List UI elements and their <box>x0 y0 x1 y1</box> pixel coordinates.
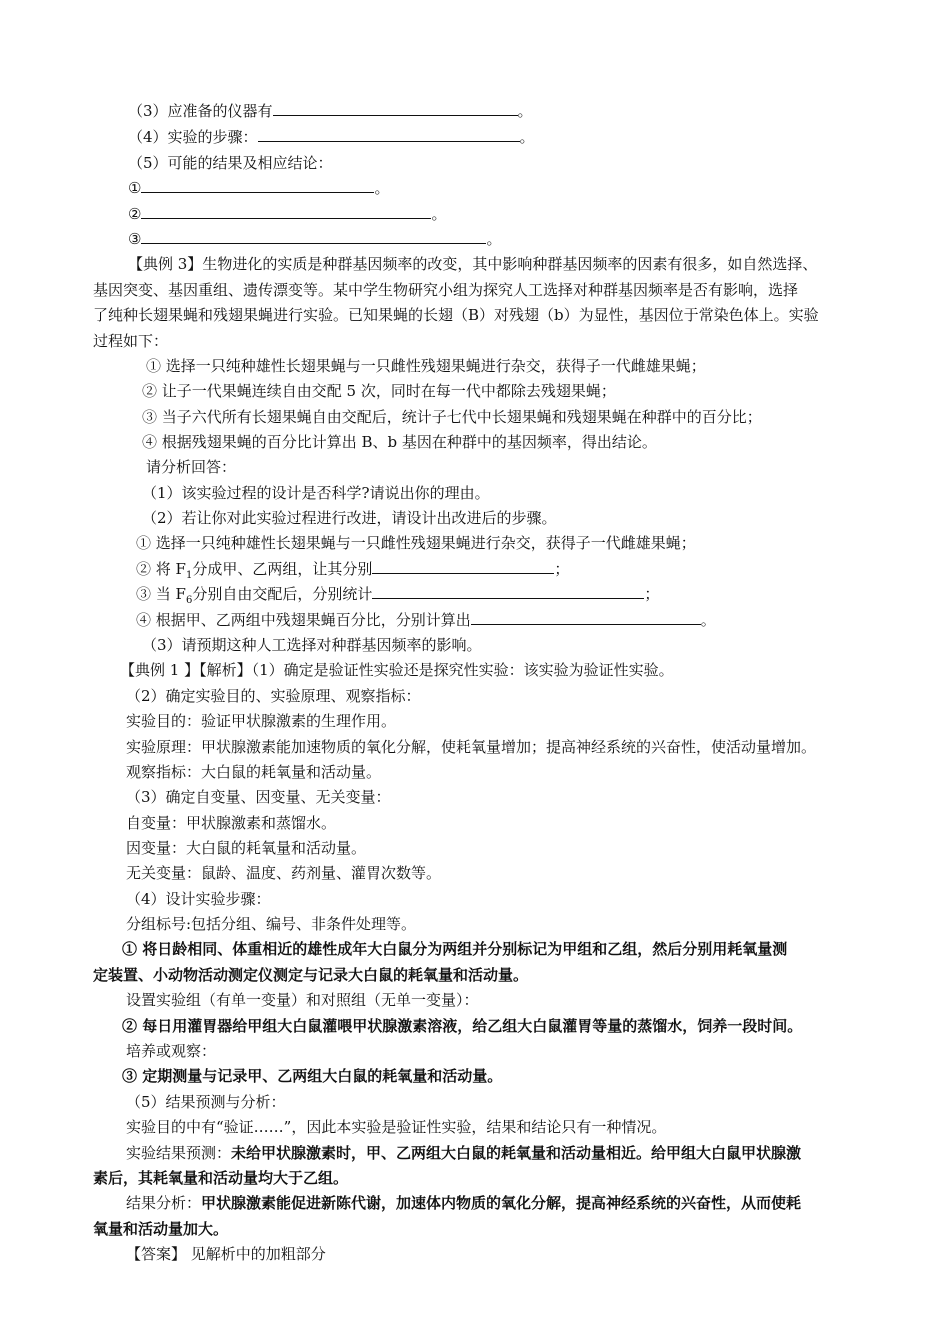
answer-blank <box>258 126 520 142</box>
result-analysis-cont: 氧量和活动量加大。 <box>93 1220 229 1238</box>
improved-step-3: ③ 当 $F_6$分别自由交配后，分别统计 ； <box>136 585 660 606</box>
answer-blank <box>471 609 701 625</box>
bold-step-1-cont: 定装置、小动物活动测定仪测定与记录大白鼠的耗氧量和活动量。 <box>93 966 529 984</box>
grouping-note: 分组标号:包括分组、编号、非条件处理等。 <box>126 915 417 933</box>
example-3-paragraph-line: 了纯种长翅果蝇和残翅果蝇进行实验。已知果蝇的长翅（B）对残翅（b）为显性，基因位于常染色体上。实验 <box>93 306 819 324</box>
answer-blank <box>273 100 518 116</box>
example-3-paragraph-line: 基因突变、基因重组、遗传漂变等。某中学生物研究小组为探究人工选择对种群基因频率是否有影响，选择 <box>93 281 799 299</box>
improved-step-2: ② 将 $F_1$分成甲、乙两组，让其分别 ； <box>136 560 570 581</box>
procedure-step-4: ④ 根据残翅果蝇的百分比计算出 B、b 基因在种群中的基因频率，得出结论。 <box>142 433 657 451</box>
result-line-2: ② 。 <box>128 205 447 223</box>
experiment-principle: 实验原理：甲状腺激素能加速物质的氧化分解，使耗氧量增加；提高神经系统的兴奋性，使活动量增加。 <box>126 738 817 756</box>
analysis-item-5: （5）结果预测与分析： <box>126 1093 286 1111</box>
question-4-line: （4）实验的步骤： 。 <box>128 128 535 146</box>
group-setup-note: 设置实验组（有单一变量）和对照组（无单一变量）： <box>126 991 479 1009</box>
question-5-line: （5）可能的结果及相应结论： <box>128 154 333 172</box>
independent-variable: 自变量：甲状腺激素和蒸馏水。 <box>126 814 337 832</box>
sub-question-2: （2）若让你对此实验过程进行改进，请设计出改进后的步骤。 <box>142 509 557 527</box>
answer-line: 【答案】 见解析中的加粗部分 <box>126 1245 326 1263</box>
bold-step-1: ① 将日龄相同、体重相近的雄性成年大白鼠分为两组并分别标记为甲组和乙组，然后分别用耗氧量测 <box>122 940 788 958</box>
question-3-line: （3）应准备的仪器有 。 <box>128 102 533 120</box>
sub-question-1: （1）该实验过程的设计是否科学?请说出你的理由。 <box>142 484 490 502</box>
analysis-item-4: （4）设计实验步骤： <box>126 890 271 908</box>
answer-blank <box>141 203 431 219</box>
bold-step-2: ② 每日用灌胃器给甲组大白鼠灌喂甲状腺激素溶液，给乙组大白鼠灌胃等量的蒸馏水，饲养一段时间。 <box>122 1017 803 1035</box>
experiment-purpose: 实验目的：验证甲状腺激素的生理作用。 <box>126 712 397 730</box>
prompt-line: 请分析回答： <box>146 458 237 476</box>
answer-blank <box>372 558 554 574</box>
result-prediction-cont: 素后，其耗氧量和活动量均大于乙组。 <box>93 1169 349 1187</box>
answer-blank <box>141 228 486 244</box>
bold-step-3: ③ 定期测量与记录甲、乙两组大白鼠的耗氧量和活动量。 <box>122 1067 503 1085</box>
observation-indicator: 观察指标：大白鼠的耗氧量和活动量。 <box>126 763 382 781</box>
answer-blank <box>372 583 644 599</box>
controlled-variable: 无关变量：鼠龄、温度、药剂量、灌胃次数等。 <box>126 864 442 882</box>
procedure-step-3: ③ 当子六代所有长翅果蝇自由交配后，统计子七代中长翅果蝇和残翅果蝇在种群中的百分比； <box>142 408 762 426</box>
analysis-item-3: （3）确定自变量、因变量、无关变量： <box>126 788 391 806</box>
improved-step-4: ④ 根据甲、乙两组中残翅果蝇百分比，分别计算出 。 <box>136 611 716 629</box>
dependent-variable: 因变量：大白鼠的耗氧量和活动量。 <box>126 839 367 857</box>
result-prediction: 实验结果预测：未给甲状腺激素时，甲、乙两组大白鼠的耗氧量和活动量相近。给甲组大白鼠甲状腺激 <box>126 1144 802 1162</box>
analysis-heading: 【典例 1 】【解析】（1）确定是验证性实验还是探究性实验：该实验为验证性实验。 <box>120 661 674 679</box>
sub-question-3: （3）请预期这种人工选择对种群基因频率的影响。 <box>142 636 482 654</box>
result-analysis: 结果分析：甲状腺激素能促进新陈代谢，加速体内物质的氧化分解，提高神经系统的兴奋性，从而使耗 <box>126 1194 802 1212</box>
result-line-1: ① 。 <box>128 179 390 197</box>
example-3-tag: 【典例 3】 <box>128 255 203 273</box>
answer-blank <box>141 177 374 193</box>
result-line-3: ③ 。 <box>128 230 502 248</box>
improved-step-1: ① 选择一只纯种雄性长翅果蝇与一只雌性残翅果蝇进行杂交，获得子一代雌雄果蝇； <box>136 534 696 552</box>
verification-note: 实验目的中有“验证……”，因此本实验是验证性实验，结果和结论只有一种情况。 <box>126 1118 667 1136</box>
analysis-item-2: （2）确定实验目的、实验原理、观察指标： <box>126 687 421 705</box>
example-3-paragraph-line: 过程如下： <box>93 332 169 350</box>
procedure-step-2: ② 让子一代果蝇连续自由交配 5 次，同时在每一代中都除去残翅果蝇； <box>142 382 616 400</box>
example-3-paragraph-line: 【典例 3】生物进化的实质是种群基因频率的改变，其中影响种群基因频率的因素有很多，如自然选择、 <box>128 255 818 273</box>
procedure-step-1: ① 选择一只纯种雄性长翅果蝇与一只雌性残翅果蝇进行杂交，获得子一代雌雄果蝇； <box>146 357 706 375</box>
culture-note: 培养或观察： <box>126 1042 217 1060</box>
